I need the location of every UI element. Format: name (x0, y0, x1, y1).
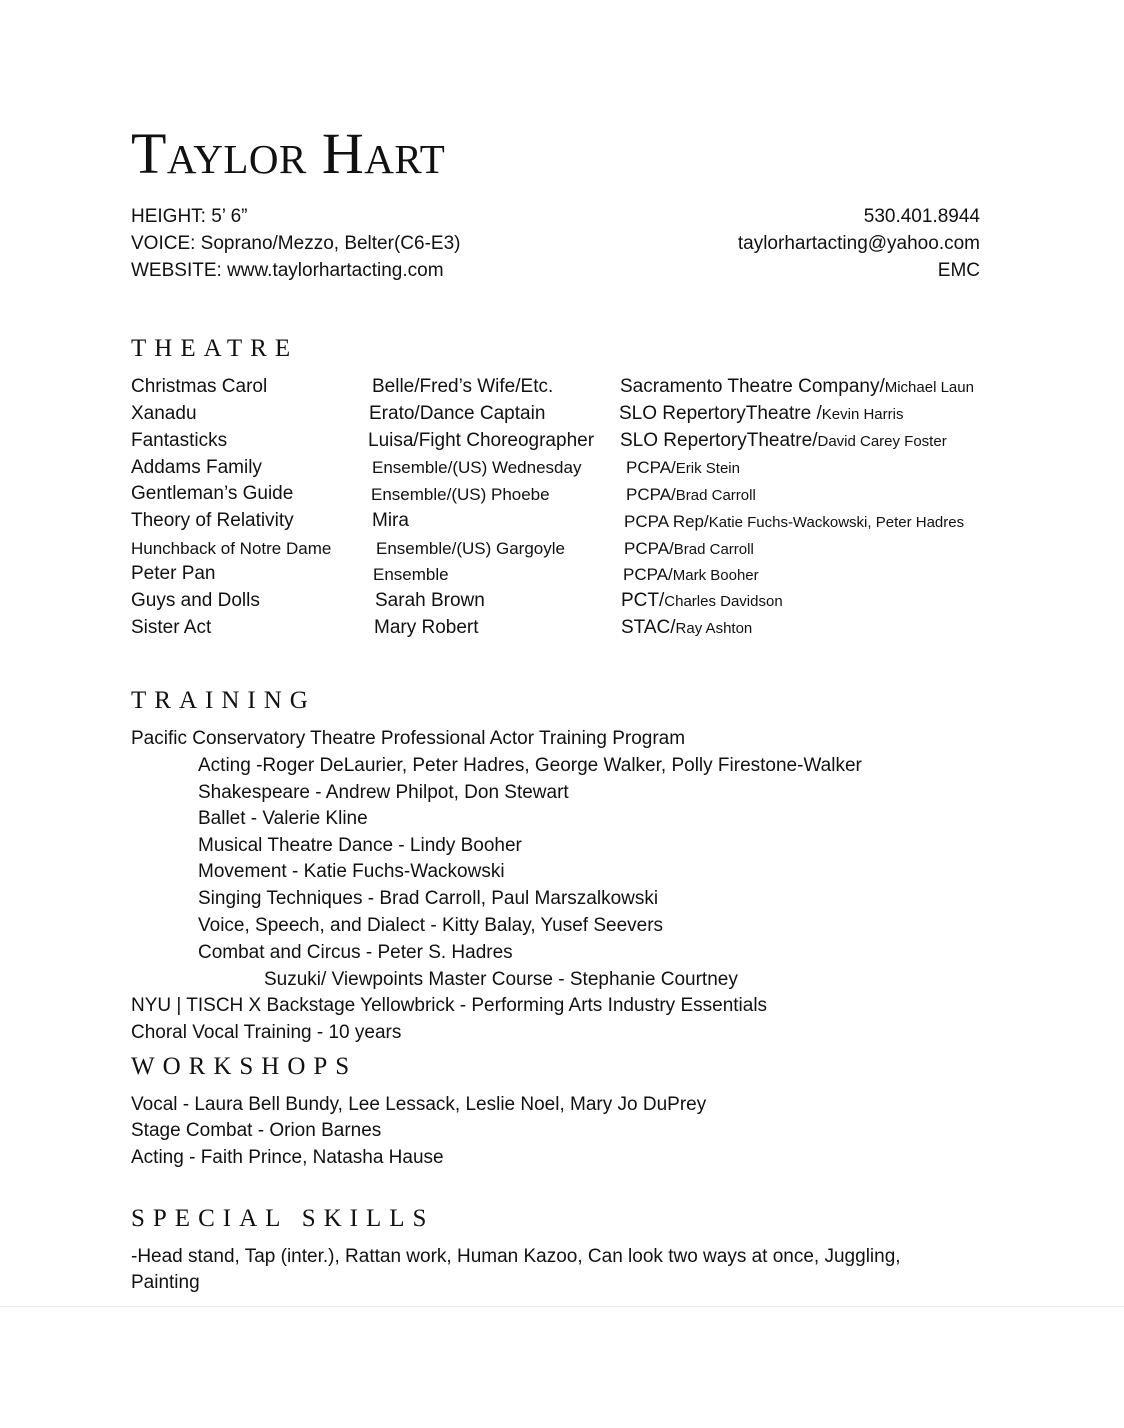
show-title: Hunchback of Notre Dame (131, 539, 332, 558)
workshop-item: Stage Combat - Orion Barnes (131, 1120, 382, 1141)
role: Luisa/Fight Choreographer (368, 430, 595, 451)
director: David Carey Foster (817, 433, 947, 450)
training-program: Pacific Conservatory Theatre Professional Actor Training Program (131, 728, 686, 749)
director: Michael Laun (884, 379, 974, 396)
company: Sacramento Theatre Company/ (620, 376, 885, 397)
company-director (624, 535, 754, 563)
show-title: Gentleman’s Guide (131, 483, 294, 504)
show-title: Sister Act (131, 617, 212, 638)
training-item: Musical Theatre Dance - Lindy Booher (198, 835, 522, 856)
actor-name: Taylor Hart (131, 121, 446, 186)
company-director (621, 614, 752, 642)
company: PCPA/ (624, 539, 674, 558)
company: STAC/ (621, 617, 676, 638)
show-title: Peter Pan (131, 563, 216, 584)
training-suzuki: Suzuki/ Viewpoints Master Course - Stephanie Courtney (264, 969, 738, 990)
phone-number: 530.401.8944 (863, 206, 980, 227)
company: PCT/ (621, 590, 665, 611)
company-director (626, 454, 740, 482)
show-title: Theory of Relativity (131, 510, 294, 531)
email-link[interactable]: taylorhartacting@yahoo.com (737, 233, 980, 254)
company: PCPA/ (626, 458, 676, 477)
training-item: Singing Techniques - Brad Carroll, Paul Marszalkowski (198, 888, 659, 909)
show-title: Fantasticks (131, 430, 228, 451)
company-director (626, 481, 756, 509)
skills-line: Painting (131, 1272, 200, 1293)
role: Ensemble/(US) Wednesday (372, 458, 582, 477)
show-title: Addams Family (131, 457, 262, 478)
special-skills-heading: SPECIAL SKILLS (131, 1205, 435, 1232)
website-link[interactable]: WEBSITE: www.taylorhartacting.com (131, 260, 444, 281)
height-info: HEIGHT: 5’ 6” (131, 206, 248, 227)
director: Ray Ashton (675, 620, 753, 637)
company: SLO RepertoryTheatre/ (620, 430, 818, 451)
workshops-heading: WORKSHOPS (131, 1053, 358, 1080)
role: Erato/Dance Captain (369, 403, 546, 424)
company-director (624, 508, 964, 536)
role: Ensemble/(US) Phoebe (371, 485, 550, 504)
voice-info: VOICE: Soprano/Mezzo, Belter(C6-E3) (131, 233, 461, 254)
director: Katie Fuchs-Wackowski, Peter Hadres (708, 514, 965, 531)
show-title: Christmas Carol (131, 376, 268, 397)
company: PCPA/ (623, 565, 673, 584)
director: Charles Davidson (664, 593, 783, 610)
training-item: Voice, Speech, and Dialect - Kitty Balay, Yusef Seevers (198, 915, 664, 936)
role: Belle/Fred’s Wife/Etc. (372, 376, 554, 397)
workshop-item: Acting - Faith Prince, Natasha Hause (131, 1147, 444, 1168)
company-director (621, 587, 783, 615)
company-director (623, 561, 759, 589)
training-item: Shakespeare - Andrew Philpot, Don Stewart (198, 782, 569, 803)
union-status: EMC (937, 260, 980, 281)
role: Ensemble (373, 565, 449, 584)
company: PCPA Rep/ (624, 512, 709, 531)
director: Mark Booher (672, 567, 759, 584)
role: Sarah Brown (375, 590, 485, 611)
director: Brad Carroll (673, 541, 754, 558)
director: Erik Stein (675, 460, 740, 477)
company-director (619, 400, 903, 428)
director: Brad Carroll (675, 487, 756, 504)
role: Mira (372, 510, 409, 531)
training-choral: Choral Vocal Training - 10 years (131, 1022, 402, 1043)
skills-line: -Head stand, Tap (inter.), Rattan work, Human Kazoo, Can look two ways at once, Juggling, (131, 1246, 901, 1267)
training-item: Ballet - Valerie Kline (198, 808, 368, 829)
show-title: Guys and Dolls (131, 590, 260, 611)
training-item: Combat and Circus - Peter S. Hadres (198, 942, 513, 963)
company-director (620, 427, 947, 455)
training-heading: TRAINING (131, 687, 316, 714)
director: Kevin Harris (821, 406, 904, 423)
training-item: Movement - Katie Fuchs-Wackowski (198, 861, 505, 882)
company: PCPA/ (626, 485, 676, 504)
show-title: Xanadu (131, 403, 197, 424)
company: SLO RepertoryTheatre / (619, 403, 822, 424)
role: Ensemble/(US) Gargoyle (376, 539, 565, 558)
role: Mary Robert (374, 617, 479, 638)
workshop-item: Vocal - Laura Bell Bundy, Lee Lessack, Leslie Noel, Mary Jo DuPrey (131, 1094, 707, 1115)
training-item: Acting -Roger DeLaurier, Peter Hadres, George Walker, Polly Firestone-Walker (198, 755, 862, 776)
training-nyu: NYU | TISCH X Backstage Yellowbrick - Performing Arts Industry Essentials (131, 995, 768, 1016)
company-director (620, 373, 974, 401)
theatre-heading: THEATRE (131, 335, 299, 362)
